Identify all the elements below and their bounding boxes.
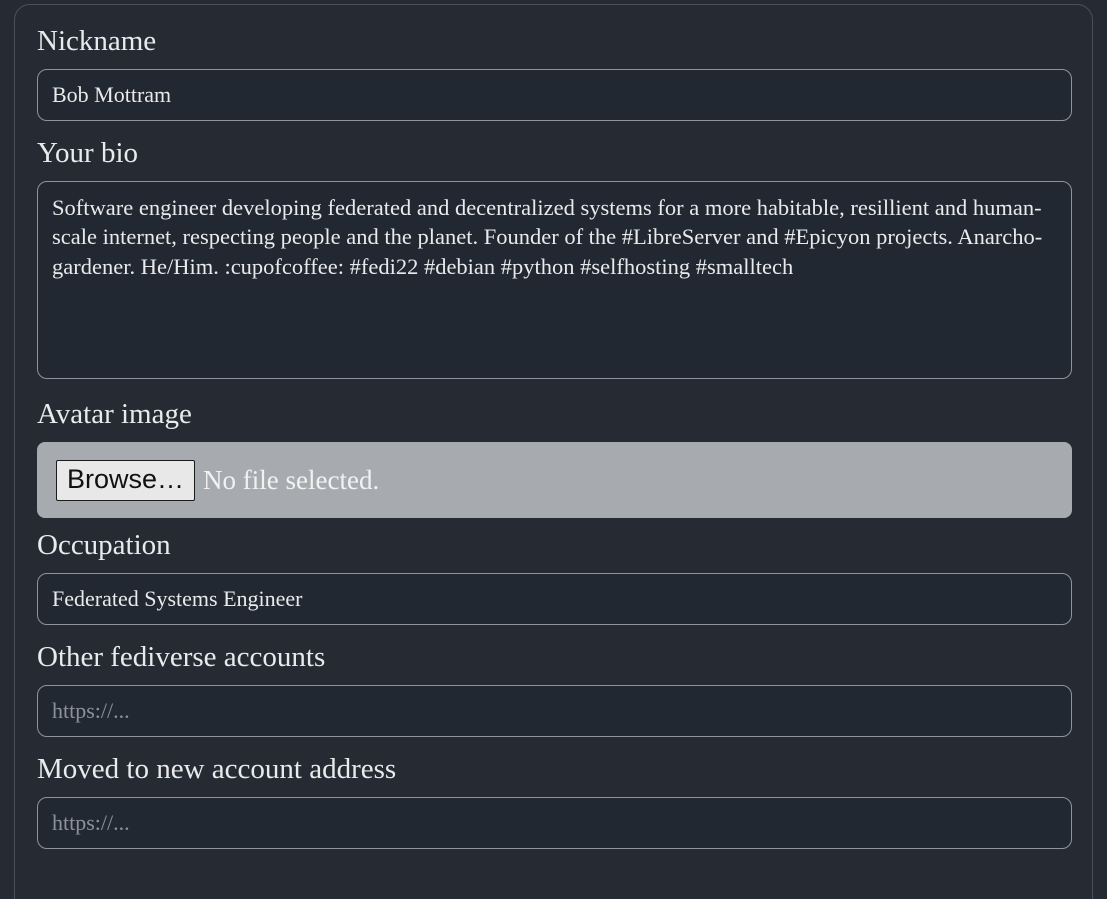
moved-to-new-account-address-input[interactable] (37, 797, 1072, 849)
other-fediverse-accounts-label: Other fediverse accounts (37, 641, 326, 673)
bio-label: Your bio (37, 137, 139, 169)
nickname-input[interactable] (37, 69, 1072, 121)
avatar-file-picker[interactable] (37, 442, 1072, 518)
nickname-label: Nickname (37, 25, 157, 57)
moved-to-new-account-address-label: Moved to new account address (37, 753, 397, 785)
occupation-input[interactable] (37, 573, 1072, 625)
occupation-label: Occupation (37, 529, 171, 561)
other-fediverse-accounts-input[interactable] (37, 685, 1072, 737)
file-selection-status: No file selected. (203, 464, 380, 495)
avatar-image-label: Avatar image (37, 398, 192, 430)
bio-textarea[interactable] (37, 181, 1072, 379)
browse-button[interactable]: Browse… (56, 460, 195, 501)
profile-form-panel (14, 4, 1093, 899)
